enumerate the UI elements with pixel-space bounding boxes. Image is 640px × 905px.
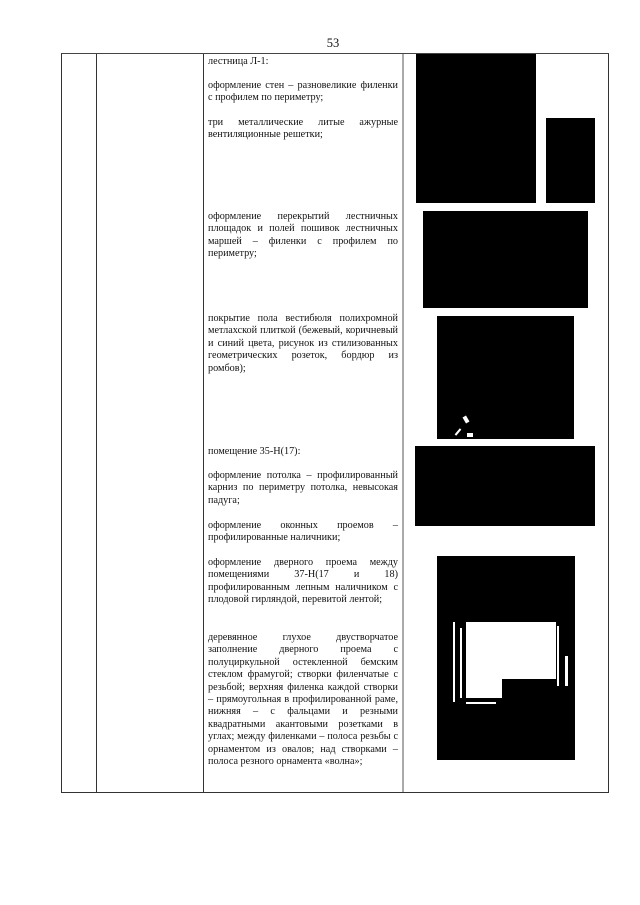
paragraph-walls: оформление стен – разновеликие филенки с профилем по периметру;	[208, 80, 398, 104]
paragraph-landing-ceilings: оформление перекрытий лестничных площадок и полей пошивок лестничных маршей – филенки с профилем по периметру;	[208, 211, 398, 260]
monument-description-table	[61, 53, 609, 793]
ventilation-grille-photo	[546, 118, 595, 203]
column-divider-2	[203, 54, 204, 792]
landing-ceiling-photo	[423, 211, 588, 308]
door-opening-photo	[437, 556, 575, 760]
paragraph-ventilation-grilles: три металлические литые ажурные вентиляционные решетки;	[208, 117, 398, 141]
paragraph-staircase-title: лестница Л-1:	[208, 56, 269, 67]
column-divider-1	[96, 54, 97, 792]
paragraph-door-leaf: деревянное глухое двустворчатое заполнение дверного проема с полуциркульной остекленной бемским стеклом фрамугой; створки филенчатые с резьбой; верхняя филенка каждой створки – прямоугольная в профилированной раме, нижняя – с фальцами и резными квадратными акантовыми розетками в углах; между филенками – полоса резьбы с орнаментом из овалов; над створками – полоса резного орнамента «волна»;	[208, 632, 398, 768]
vestibule-floor-tile-photo	[437, 316, 574, 439]
column-divider-3	[402, 54, 404, 792]
wall-panels-photo	[416, 54, 536, 203]
table-border-left	[61, 54, 62, 792]
paragraph-ceiling-cornice: оформление потолка – профилированный карниз по периметру потолка, невысокая падуга;	[208, 470, 398, 506]
paragraph-door-opening-surround: оформление дверного проема между помещениями 37-Н(17 и 18) профилированным лепным наличником с плодовой гирляндой, перевитой лентой;	[208, 557, 398, 606]
paragraph-window-openings: оформление оконных проемов – профилированные наличники;	[208, 520, 398, 544]
paragraph-vestibule-floor: покрытие пола вестибюля полихромной метлахской плиткой (бежевый, коричневый и синий цвета, рисунок из стилизованных геометрических розеток, бордюр из ромбов);	[208, 313, 398, 374]
table-border-right	[608, 54, 609, 792]
ceiling-cornice-photo	[415, 446, 595, 526]
paragraph-room-35n: помещение 35-Н(17):	[208, 446, 301, 457]
page-number: 53	[326, 36, 340, 50]
